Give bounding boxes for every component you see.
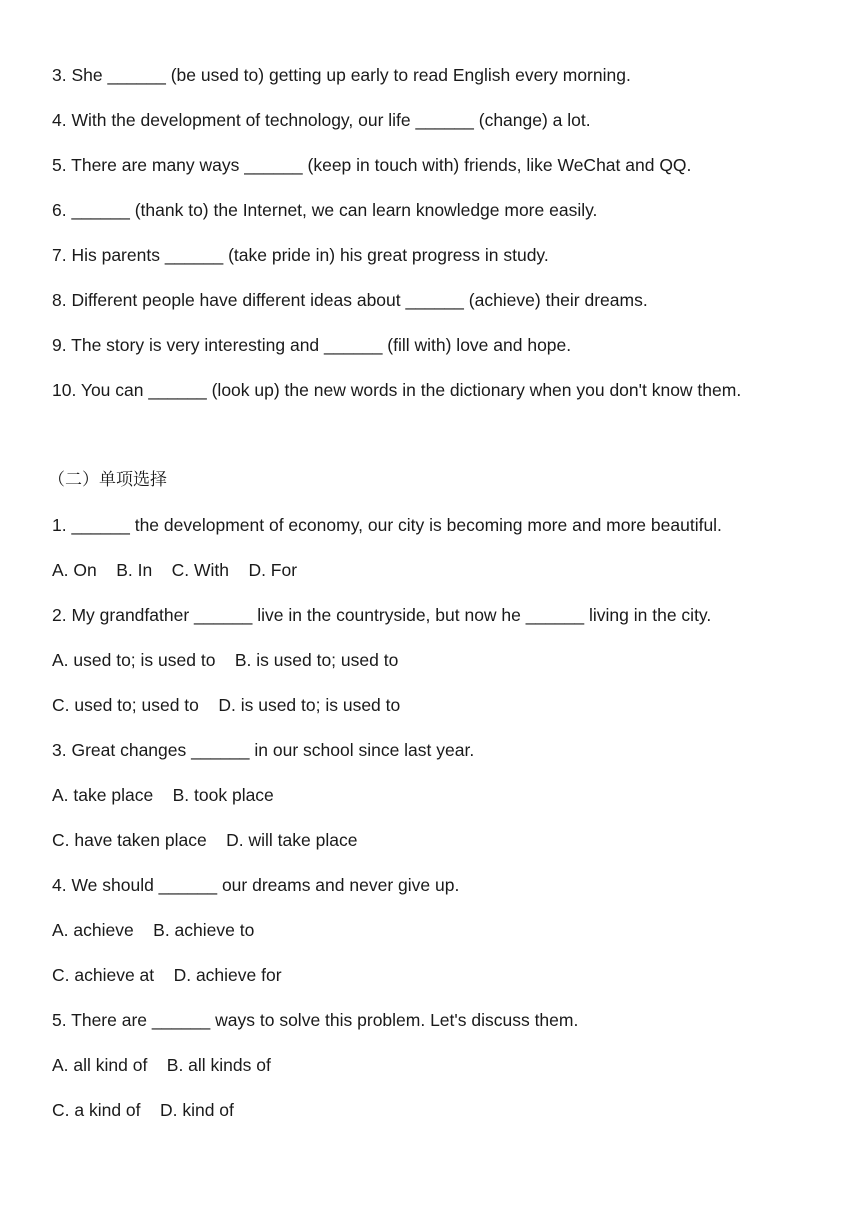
section-heading: （二）单项选择 (48, 470, 167, 490)
fill-in-question-5: 5. There are many ways ______ (keep in touch with) friends, like WeChat and QQ. (52, 155, 692, 175)
choice-options-1: A. On B. In C. With D. For (52, 560, 298, 580)
choice-options-4b: C. achieve at D. achieve for (52, 965, 282, 985)
choice-question-3: 3. Great changes ______ in our school since last year. (52, 740, 475, 760)
fill-in-question-9: 9. The story is very interesting and ______ (fill with) love and hope. (52, 335, 572, 355)
choice-question-1: 1. ______ the development of economy, our city is becoming more and more beautiful. (52, 515, 722, 535)
fill-in-question-4: 4. With the development of technology, our life ______ (change) a lot. (52, 110, 591, 130)
choice-options-3b: C. have taken place D. will take place (52, 830, 358, 850)
fill-in-question-7: 7. His parents ______ (take pride in) his great progress in study. (52, 245, 549, 265)
choice-question-2: 2. My grandfather ______ live in the countryside, but now he ______ living in the city. (52, 605, 712, 625)
fill-in-question-10: 10. You can ______ (look up) the new words in the dictionary when you don't know them. (52, 380, 742, 400)
choice-options-5b: C. a kind of D. kind of (52, 1100, 234, 1120)
fill-in-question-3: 3. She ______ (be used to) getting up early to read English every morning. (52, 65, 631, 85)
fill-in-question-6: 6. ______ (thank to) the Internet, we can learn knowledge more easily. (52, 200, 598, 220)
choice-options-3a: A. take place B. took place (52, 785, 274, 805)
choice-options-4a: A. achieve B. achieve to (52, 920, 255, 940)
choice-options-2a: A. used to; is used to B. is used to; used to (52, 650, 399, 670)
choice-options-5a: A. all kind of B. all kinds of (52, 1055, 271, 1075)
choice-question-4: 4. We should ______ our dreams and never give up. (52, 875, 460, 895)
fill-in-question-8: 8. Different people have different ideas about ______ (achieve) their dreams. (52, 290, 648, 310)
choice-question-5: 5. There are ______ ways to solve this problem. Let's discuss them. (52, 1010, 579, 1030)
choice-options-2b: C. used to; used to D. is used to; is used to (52, 695, 401, 715)
